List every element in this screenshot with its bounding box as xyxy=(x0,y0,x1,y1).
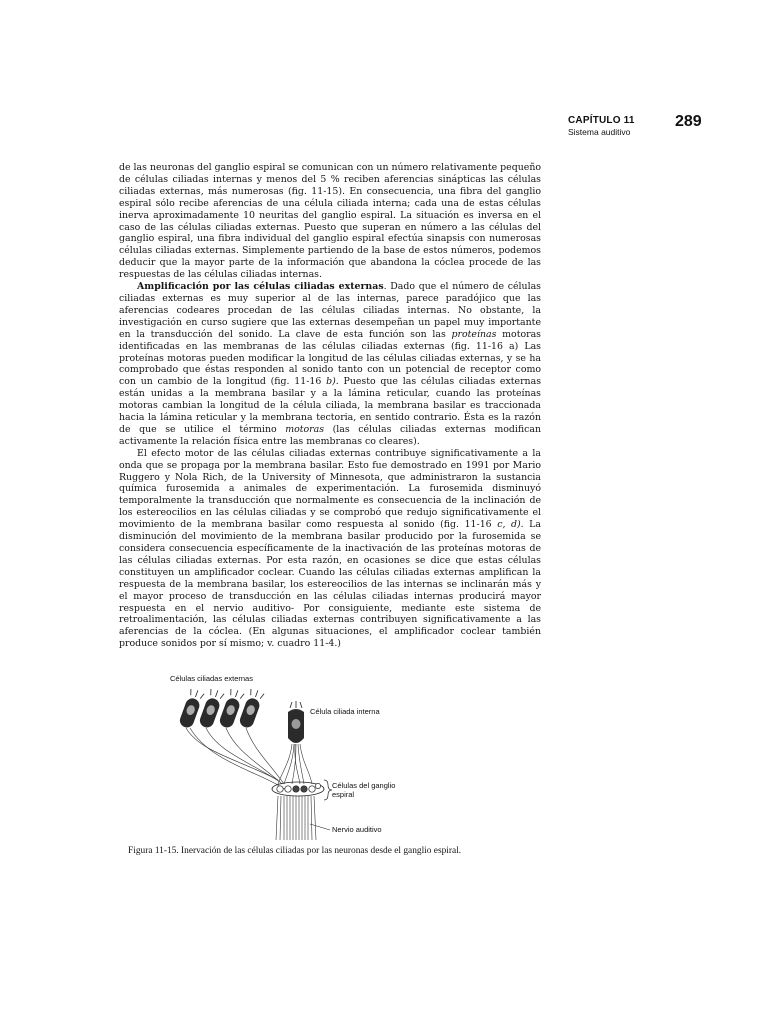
paragraph-2 xyxy=(119,281,541,448)
page-number: 289 xyxy=(675,113,702,130)
main-text xyxy=(119,162,541,650)
outer-fibers xyxy=(186,728,286,790)
chapter-title: CAPÍTULO 11 xyxy=(568,115,635,126)
section-heading-amplification: Amplificación por las células ciliadas externas xyxy=(137,281,384,293)
spiral-ganglion-icon xyxy=(272,782,324,796)
outer-hair-cells-icon xyxy=(178,688,264,729)
p2-text-d: (las células ciliadas externas modifican activamente la relación física entre las membranas co cleares). xyxy=(119,423,542,447)
label-ganglion-cells-2: espiral xyxy=(332,790,355,799)
p2-italic-proteinas: proteínas xyxy=(451,328,497,340)
label-inner-hair-cell: Célula ciliada interna xyxy=(310,707,380,716)
paragraph-3 xyxy=(119,448,541,650)
p2-italic-motoras: motoras xyxy=(285,423,325,435)
label-auditory-nerve: Nervio auditivo xyxy=(332,825,382,834)
p2-italic-b: b). xyxy=(326,376,339,388)
inner-hair-cell-icon xyxy=(288,701,304,743)
p3-italic-cd: c, d). xyxy=(497,519,524,531)
p3-text-a: El efecto motor de las células ciliadas externas contribuye significativamente a la onda que se propaga por la membrana basilar. Esto fue demostrado en 1991 por Mario Ruggero y Nola Rich, de la University of Minnesota, que administraron la sustancia química furosemida a animales de experimentación. La furosemida disminuyó temporalmente la transducción que normalmente es consecuencia de la inclinación de los estereocilios en las células ciliadas y se comprobó que redujo significativamente el movimiento de la membrana basilar como respuesta al sonido (fig. 11-16 xyxy=(119,447,541,531)
section-title: Sistema auditivo xyxy=(568,127,631,137)
p2-text-a: . Dado que el número de células ciliadas externas es muy superior al de las internas, parece paradójico que las aferencias codeares procedan de las células ciliadas internas. No obstante, la investigación en curso sugiere que las externas desempeñan un papel muy importante en la transducción del sonido. La clave de esta función son las xyxy=(119,281,541,340)
running-header xyxy=(568,115,635,137)
label-outer-hair-cells: Células ciliadas externas xyxy=(170,674,253,683)
p3-text-b: La disminución del movimiento de la membrana basilar producido por la furosemida se considera consecuencia específicamente de la inactivación de las proteínas motoras de las células ciliadas externas. Por esta razón, en ocasiones se dice que estas células constituyen un amplificador coclear. Cuando las células ciliadas externas amplifican la respuesta de la membrana basilar, los estereocilios de las internas se inclinarán más y el mayor proceso de transducción en las células ciliadas internas producirá mayor respuesta en el nervio auditivo- Por consiguiente, mediante este sistema de retroalimentación, las células ciliadas externas contribuyen significativamente a las aferencias de la cóclea. (En algunas situaciones, el amplificador coclear también produce sonidos por sí mismo; v. cuadro 11-4.) xyxy=(119,519,542,650)
figure-11-15 xyxy=(160,672,420,842)
p2-text-c: Puesto que las células ciliadas externas están unidas a la membrana basilar y a la lámina reticular, cuando las proteínas motoras cambian la longitud de la célula ciliada, la membrana basilar es traccionada hacia la lámina reticular y la membrana tectoria, en sentido contrario. Ésta es la razón de que se utilice el término xyxy=(119,376,541,435)
paragraph-1: de las neuronas del ganglio espiral se comunican con un número relativamente pequeño de células ciliadas internas y menos del 5 % reciben aferencias sinápticas las células ciliadas externas, más numerosas (fig. 11-15). En consecuencia, una fibra del ganglio espiral sólo recibe aferencias de una célula ciliada interna; cada una de estas células inerva aproximadamente 10 neuritas del ganglio espiral. La situación es inversa en el caso de las células ciliadas externas. Puesto que superan en número a las células del ganglio espiral, una fibra individual del ganglio espiral efectúa sinapsis con numerosas células ciliadas externas. Simplemente partiendo de la base de estos números, podemos deducir que la mayor parte de la información que abandona la cóclea procede de las respuestas de las células ciliadas internas. xyxy=(119,162,541,281)
label-ganglion-cells-1: Células del ganglio xyxy=(332,781,396,790)
p2-text-b: motoras identificadas en las membranas de las células ciliadas externas (fig. 11-16 a) Las proteínas motoras pueden modificar la longitud de las células ciliadas externas, y se ha comprobado que éstas responden al sonido tanto con un potencial de receptor como con un cambio de la longitud (fig. 11-16 xyxy=(119,328,541,388)
figure-caption: Figura 11-15. Inervación de las células ciliadas por las neuronas desde el ganglio espiral. xyxy=(128,846,462,856)
auditory-nerve-icon xyxy=(276,796,316,840)
inner-fibers xyxy=(278,744,312,784)
hair-cell-innervation-illustration xyxy=(160,672,420,842)
